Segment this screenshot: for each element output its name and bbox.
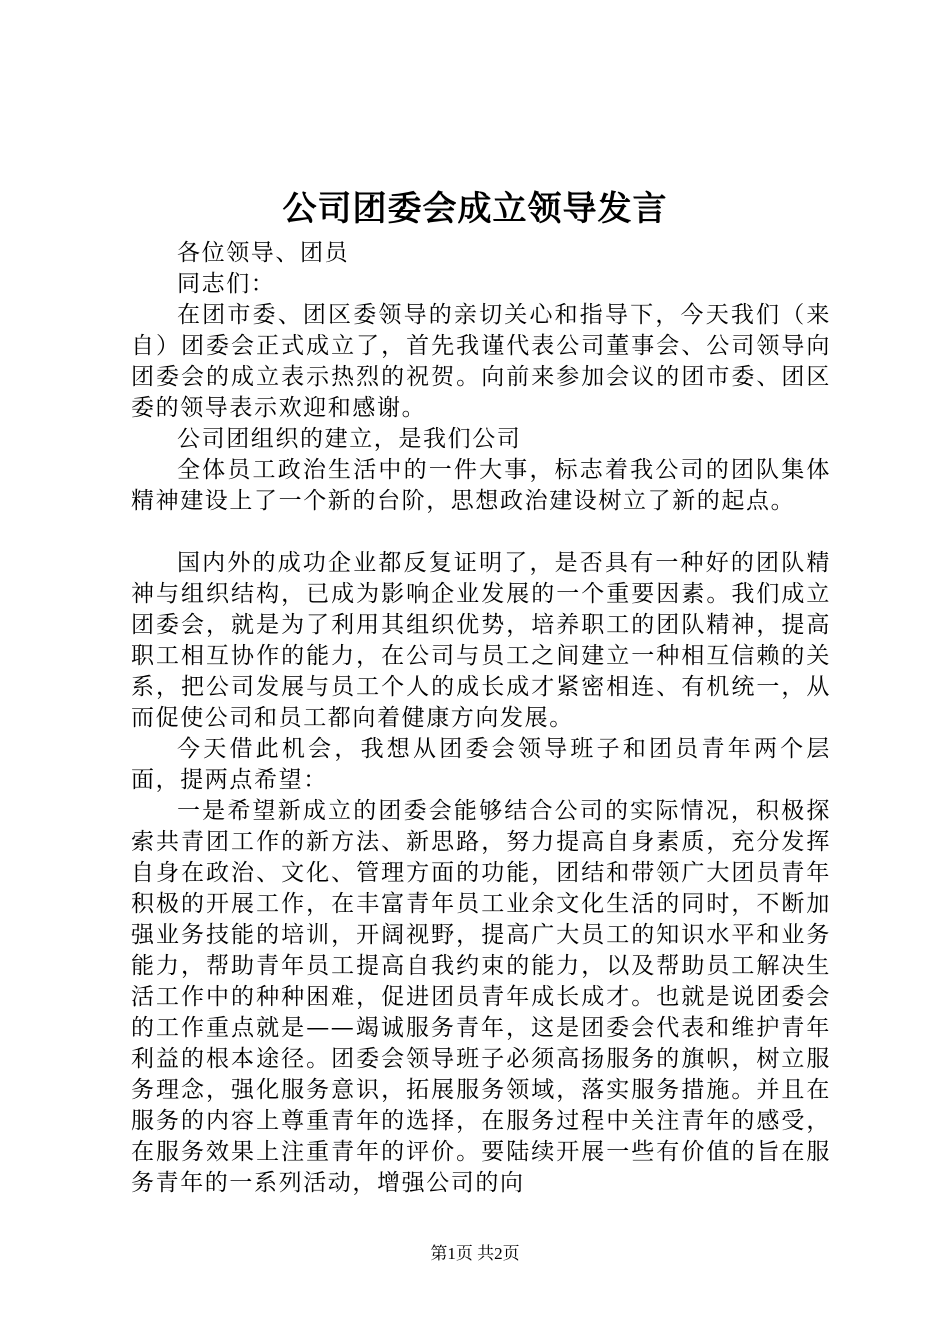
document-body: [131, 238, 831, 1199]
paragraph-hope-one: 一是希望新成立的团委会能够结合公司的实际情况，积极探索共青团工作的新方法、新思路，努力提高自身素质，充分发挥自身在政治、文化、管理方面的功能，团结和带领广大团员青年积极的开展工作，在丰富青年员工业余文化生活的同时，不断加强业务技能的培训，开阔视野，提高广大员工的知识水平和业务能力，帮助青年员工提高自我约束的能力，以及帮助员工解决生活工作中的种种困难，促进团员青年成长成才。也就是说团委会的工作重点就是——竭诚服务青年，这是团委会代表和维护青年利益的根本途径。团委会领导班子必须高扬服务的旗帜，树立服务理念，强化服务意识，拓展服务领域，落实服务措施。并且在服务的内容上尊重青年的选择，在服务过程中关注青年的感受，在服务效果上注重青年的评价。要陆续开展一些有价值的旨在服务青年的一系列活动，增强公司的向: [131, 798, 831, 1196]
page-footer: 第1页 共2页: [430, 1244, 520, 1263]
paragraph-hopes-intro: 今天借此机会，我想从团委会领导班子和团员青年两个层面，提两点希望：: [131, 736, 831, 793]
paragraph-opening: 在团市委、团区委领导的亲切关心和指导下，今天我们（来自）团委会正式成立了，首先我谨代表公司董事会、公司领导向团委会的成立表示热烈的祝贺。向前来参加会议的团市委、团区委的领导表示欢迎和感谢。: [131, 302, 831, 421]
salutation-line-1: 各位领导、团员: [177, 240, 350, 266]
paragraph-milestone: 全体员工政治生活中的一件大事，标志着我公司的团队集体精神建设上了一个新的台阶，思想政治建设树立了新的起点。: [131, 457, 831, 514]
document-title: 公司团委会成立领导发言: [282, 189, 668, 229]
paragraph-spacer: [131, 517, 831, 548]
paragraph-organization: 公司团组织的建立，是我们公司: [177, 426, 522, 452]
salutation-line-2: 同志们：: [177, 271, 276, 297]
paragraph-team-spirit: 国内外的成功企业都反复证明了，是否具有一种好的团队精神与组织结构，已成为影响企业发展的一个重要因素。我们成立团委会，就是为了利用其组织优势，培养职工的团队精神，提高职工相互协作的能力，在公司与员工之间建立一种相互信赖的关系，把公司发展与员工个人的成长成才紧密相连、有机统一，从而促使公司和员工都向着健康方向发展。: [131, 550, 831, 731]
